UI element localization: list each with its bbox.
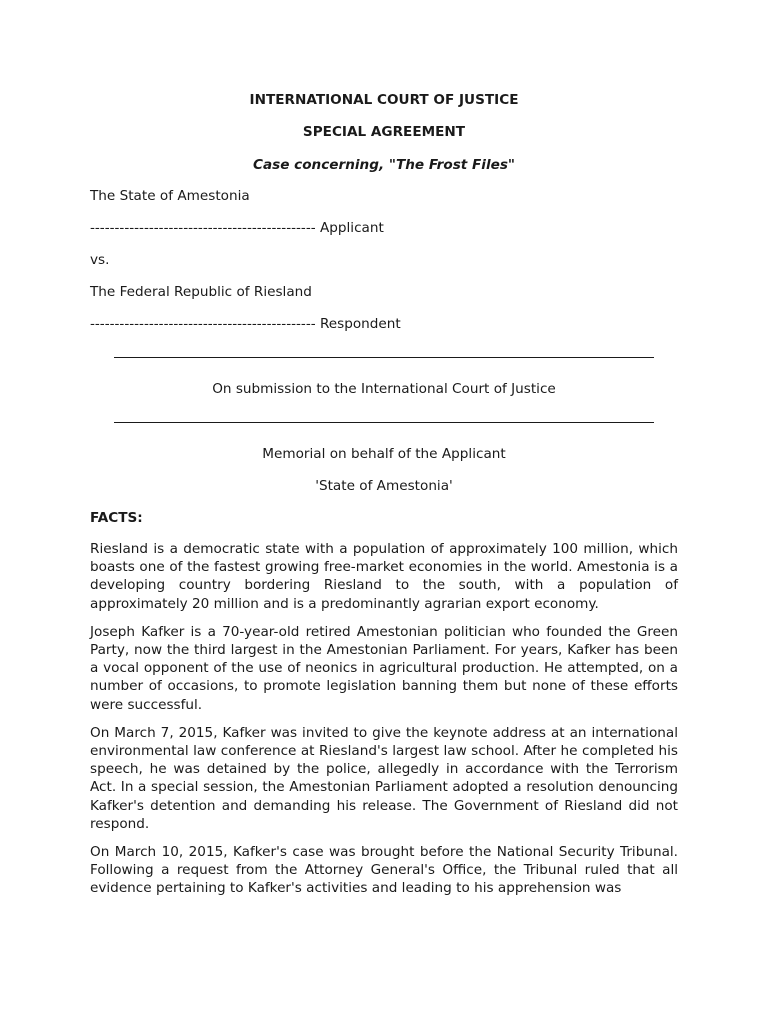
divider-rule bbox=[114, 346, 654, 366]
facts-paragraph: On March 10, 2015, Kafker's case was brought before the National Security Tribunal. Following a request from the Attorney General's Office, the Tribunal ruled that all evidence pertaining to Kafker's activities and leading to his apprehension was bbox=[90, 844, 678, 897]
document-page bbox=[90, 90, 678, 908]
submission-line: On submission to the International Court of Justice bbox=[212, 381, 556, 397]
applicant-label: ---------------------------------------------- Applicant bbox=[90, 220, 384, 236]
respondent-label: ---------------------------------------------- Respondent bbox=[90, 316, 401, 332]
versus-label: vs. bbox=[90, 252, 110, 268]
memorial-title: Memorial on behalf of the Applicant bbox=[262, 446, 506, 462]
court-heading: INTERNATIONAL COURT OF JUSTICE bbox=[249, 92, 519, 108]
memorial-party: 'State of Amestonia' bbox=[315, 478, 453, 494]
facts-heading: FACTS: bbox=[90, 510, 143, 526]
facts-paragraph: Joseph Kafker is a 70-year-old retired Amestonian politician who founded the Green Party, now the third largest in the Amestonian Parliament. For years, Kafker has been a vocal opponent of the use of neonics in agricultural production. He attempted, on a number of occasions, to promote legislation banning them but none of these efforts were successful. bbox=[90, 623, 678, 713]
agreement-heading: SPECIAL AGREEMENT bbox=[302, 124, 466, 140]
case-name: "The Frost Files" bbox=[388, 157, 516, 173]
respondent-name: The Federal Republic of Riesland bbox=[90, 284, 312, 300]
case-prefix: Case concerning, bbox=[252, 157, 389, 173]
case-title bbox=[90, 154, 678, 176]
facts-paragraph: On March 7, 2015, Kafker was invited to give the keynote address at an international environmental law conference at Riesland's largest law school. After he completed his speech, he was detained by the police, allegedly in accordance with the Terrorism Act. In a special session, the Amestonian Parliament adopted a resolution denouncing Kafker's detention and demanding his release. The Government of Riesland did not respond. bbox=[90, 724, 678, 832]
divider-rule bbox=[114, 411, 654, 431]
applicant-name: The State of Amestonia bbox=[90, 188, 250, 204]
facts-paragraph: Riesland is a democratic state with a population of approximately 100 million, which boasts one of the fastest growing free-market economies in the world. Amestonia is a developing country bordering Riesland to the south, with a population of approximately 20 million and is a predominantly agrarian export economy. bbox=[90, 541, 678, 612]
